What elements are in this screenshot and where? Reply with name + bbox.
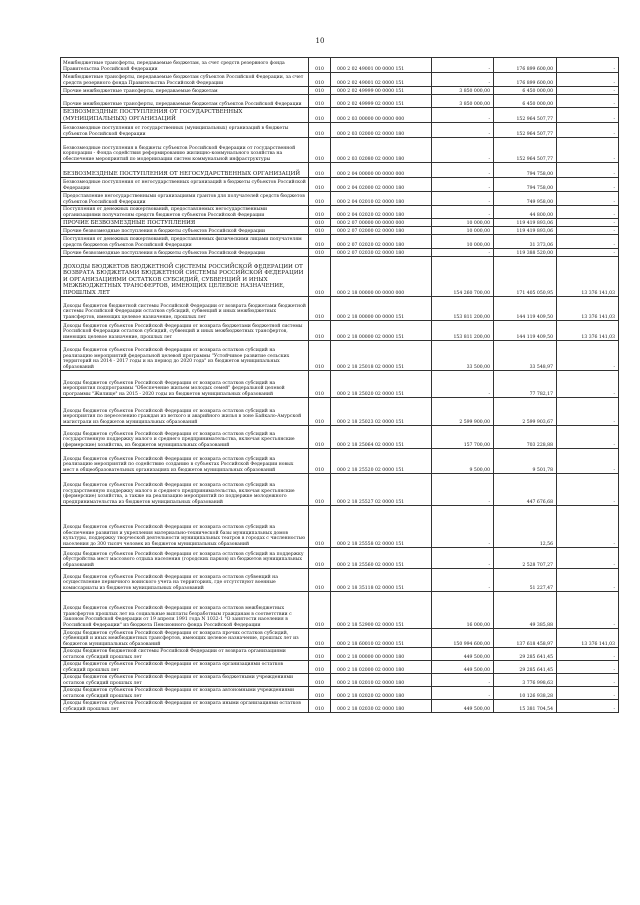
- row-name-cell: Прочие межбюджетные трансферты, передаваемые бюджетам: [61, 87, 309, 95]
- row-kbk-cell: 000 2 18 25560 02 0000 151: [331, 548, 432, 569]
- row-executed-cell: 29 285 641,45: [494, 648, 557, 661]
- row-kbk-cell: 000 2 18 02020 02 0000 180: [331, 687, 432, 700]
- row-code-cell: 010: [309, 235, 331, 249]
- row-name-cell: Поступления от денежных пожертвований, предоставляемых негосударственными организациями получателям средств бюджетов субъектов Российской Федерации: [61, 206, 309, 219]
- row-unexecuted-cell: -: [557, 398, 619, 426]
- row-approved-cell: 3 850 000,00: [432, 87, 494, 95]
- row-kbk-cell: 000 2 07 02020 02 0000 180: [331, 235, 432, 249]
- row-code-cell: 010: [309, 87, 331, 95]
- row-approved-cell: 449 500,00: [432, 700, 494, 713]
- row-executed-cell: 29 285 641,45: [494, 661, 557, 674]
- row-code-cell: 010: [309, 648, 331, 661]
- table-row: [61, 700, 619, 713]
- table-row: [61, 95, 619, 108]
- row-code-cell: 010: [309, 506, 331, 548]
- row-unexecuted-cell: -: [557, 123, 619, 138]
- row-code-cell: 010: [309, 674, 331, 687]
- row-executed-cell: 119 388 520,00: [494, 249, 557, 257]
- row-code-cell: 010: [309, 700, 331, 713]
- row-approved-cell: -: [432, 569, 494, 592]
- row-kbk-cell: 000 2 18 02030 02 0000 180: [331, 700, 432, 713]
- row-approved-cell: 153 811 200,00: [432, 321, 494, 341]
- row-unexecuted-cell: -: [557, 569, 619, 592]
- row-name-cell: ПРОЧИЕ БЕЗВОЗМЕЗДНЫЕ ПОСТУПЛЕНИЯ: [61, 219, 309, 227]
- row-executed-cell: 51 227,47: [494, 569, 557, 592]
- row-kbk-cell: 000 2 02 49001 02 0000 151: [331, 73, 432, 87]
- row-approved-cell: -: [432, 73, 494, 87]
- table-row: [61, 227, 619, 235]
- row-code-cell: 010: [309, 548, 331, 569]
- row-executed-cell: 33 548,97: [494, 341, 557, 371]
- row-executed-cell: 2 528 707,27: [494, 548, 557, 569]
- row-code-cell: 010: [309, 123, 331, 138]
- row-executed-cell: 6 450 000,00: [494, 87, 557, 95]
- row-kbk-cell: 000 2 07 02030 02 0000 180: [331, 249, 432, 257]
- row-kbk-cell: 000 2 18 60010 02 0000 151: [331, 629, 432, 648]
- row-unexecuted-cell: -: [557, 700, 619, 713]
- row-name-cell: Безвозмездные поступления в бюджеты субъектов Российской Федерации от государственной корпорации - Фонда содействия реформированию жилищно-коммунального хозяйства на обеспечение мероприятий по модернизации систем коммунальной инфраструктуры: [61, 138, 309, 163]
- row-code-cell: 010: [309, 227, 331, 235]
- row-name-cell: Доходы бюджетов субъектов Российской Федерации от возврата остатков субсидий на государственную поддержку малого и среднего предпринимательства, включая крестьянские (фермерские) хозяйства, а также на реализацию мероприятий по поддержке молодежного предпринимательства из бюджетов муниципальных образований: [61, 474, 309, 506]
- table-row: [61, 206, 619, 219]
- row-code-cell: 010: [309, 569, 331, 592]
- row-approved-cell: 10 000,00: [432, 219, 494, 227]
- row-name-cell: Доходы бюджетов субъектов Российской Федерации от возврата иными организациями остатков субсидий прошлых лет: [61, 700, 309, 713]
- row-executed-cell: 152 964 507,77: [494, 138, 557, 163]
- row-kbk-cell: 000 2 03 00000 00 0000 000: [331, 108, 432, 123]
- table-row: [61, 674, 619, 687]
- row-executed-cell: 49 385,88: [494, 592, 557, 629]
- row-name-cell: Доходы бюджетов субъектов Российской Федерации от возврата бюджетными учреждениями остатков субсидий прошлых лет: [61, 674, 309, 687]
- row-kbk-cell: 000 2 18 25520 02 0000 151: [331, 449, 432, 474]
- row-unexecuted-cell: 13 376 141,03: [557, 321, 619, 341]
- row-code-cell: 010: [309, 371, 331, 398]
- row-approved-cell: 157 700,00: [432, 426, 494, 449]
- row-approved-cell: -: [432, 474, 494, 506]
- row-kbk-cell: 000 2 18 02010 02 0000 180: [331, 674, 432, 687]
- row-name-cell: Доходы бюджетов субъектов Российской Федерации от возврата остатков субсидий на мероприятия подпрограммы "Обеспечение жильем молодых семей" федеральной целевой программы "Жилище" на 2015 - 2020 годы из бюджетов муниципальных образований: [61, 371, 309, 398]
- row-name-cell: Межбюджетные трансферты, передаваемые бюджетам, за счет средств резервного фонда Правительства Российской Федерации: [61, 58, 309, 73]
- row-code-cell: 010: [309, 661, 331, 674]
- row-unexecuted-cell: -: [557, 661, 619, 674]
- row-unexecuted-cell: -: [557, 178, 619, 192]
- row-approved-cell: -: [432, 58, 494, 73]
- row-approved-cell: 449 500,00: [432, 661, 494, 674]
- row-executed-cell: 6 450 000,00: [494, 95, 557, 108]
- row-name-cell: Предоставление негосударственными организациями грантов для получателей средств бюджетов субъектов Российской Федерации: [61, 192, 309, 206]
- row-approved-cell: 150 994 600,00: [432, 629, 494, 648]
- row-approved-cell: -: [432, 371, 494, 398]
- table-row: [61, 548, 619, 569]
- row-name-cell: Доходы бюджетов субъектов Российской Федерации от возврата автономными учреждениями остатков субсидий прошлых лет: [61, 687, 309, 700]
- row-code-cell: 010: [309, 341, 331, 371]
- row-executed-cell: 15 381 704,54: [494, 700, 557, 713]
- row-kbk-cell: 000 2 18 00000 00 0000 151: [331, 297, 432, 321]
- row-approved-cell: 9 500,00: [432, 449, 494, 474]
- row-executed-cell: 152 964 507,77: [494, 108, 557, 123]
- row-approved-cell: 10 000,00: [432, 235, 494, 249]
- row-approved-cell: -: [432, 178, 494, 192]
- row-executed-cell: 77 782,17: [494, 371, 557, 398]
- row-kbk-cell: 000 2 07 00000 00 0000 000: [331, 219, 432, 227]
- row-unexecuted-cell: -: [557, 138, 619, 163]
- row-unexecuted-cell: -: [557, 449, 619, 474]
- table-row: [61, 474, 619, 506]
- row-approved-cell: -: [432, 249, 494, 257]
- table-row: [61, 321, 619, 341]
- row-approved-cell: -: [432, 138, 494, 163]
- row-code-cell: 010: [309, 108, 331, 123]
- row-approved-cell: 10 000,00: [432, 227, 494, 235]
- row-code-cell: 010: [309, 257, 331, 297]
- row-approved-cell: -: [432, 206, 494, 219]
- row-code-cell: 010: [309, 449, 331, 474]
- table-row: [61, 87, 619, 95]
- row-name-cell: ДОХОДЫ БЮДЖЕТОВ БЮДЖЕТНОЙ СИСТЕМЫ РОССИЙСКОЙ ФЕДЕРАЦИИ ОТ ВОЗВРАТА БЮДЖЕТАМИ БЮДЖЕТНОЙ СИСТЕМЫ РОССИЙСКОЙ ФЕДЕРАЦИИ И ОРГАНИЗАЦИЯМИ ОСТАТКОВ СУБСИДИЙ, СУБВЕНЦИЙ И ИНЫХ МЕЖБЮДЖЕТНЫХ ТРАНСФЕРТОВ, ИМЕЮЩИХ ЦЕЛЕВОЕ НАЗНАЧЕНИЕ, ПРОШЛЫХ ЛЕТ: [61, 257, 309, 297]
- row-name-cell: Доходы бюджетов бюджетной системы Российской Федерации от возврата бюджетами бюджетной системы Российской Федерации остатков субсидий, субвенций и иных межбюджетных трансфертов, имеющих целевое назначение, прошлых лет: [61, 297, 309, 321]
- table-row: [61, 629, 619, 648]
- row-unexecuted-cell: -: [557, 674, 619, 687]
- row-unexecuted-cell: 13 376 141,03: [557, 257, 619, 297]
- row-kbk-cell: 000 2 03 02000 02 0000 180: [331, 123, 432, 138]
- row-unexecuted-cell: -: [557, 108, 619, 123]
- row-kbk-cell: 000 2 07 02000 02 0000 180: [331, 227, 432, 235]
- revenue-table-body: [61, 58, 619, 713]
- row-unexecuted-cell: -: [557, 592, 619, 629]
- row-code-cell: 010: [309, 138, 331, 163]
- row-executed-cell: 119 419 893,06: [494, 219, 557, 227]
- row-kbk-cell: 000 2 02 49999 00 0000 151: [331, 87, 432, 95]
- row-unexecuted-cell: -: [557, 506, 619, 548]
- row-code-cell: 010: [309, 192, 331, 206]
- row-name-cell: Доходы бюджетов субъектов Российской Федерации от возврата остатков субсидий на обеспечение развития и укрепления материально-технической базы муниципальных домов культуры, поддержку творческой деятельности муниципальных театров в городах с численностью населения до 300 тысяч человек из бюджетов муниципальных образований: [61, 506, 309, 548]
- row-unexecuted-cell: -: [557, 219, 619, 227]
- row-executed-cell: 44 800,00: [494, 206, 557, 219]
- row-approved-cell: 16 000,00: [432, 592, 494, 629]
- row-name-cell: Прочие безвозмездные поступления в бюджеты субъектов Российской Федерации: [61, 227, 309, 235]
- row-executed-cell: 703 228,88: [494, 426, 557, 449]
- row-code-cell: 010: [309, 95, 331, 108]
- row-kbk-cell: 000 2 18 00000 00 0000 000: [331, 257, 432, 297]
- row-executed-cell: 2 599 903,67: [494, 398, 557, 426]
- row-code-cell: 010: [309, 73, 331, 87]
- table-row: [61, 648, 619, 661]
- row-name-cell: Доходы бюджетов субъектов Российской Федерации от возврата остатков субсидий на реализацию мероприятий по содействию созданию в субъектах Российской Федерации новых мест в общеобразовательных организациях из бюджетов муниципальных образований: [61, 449, 309, 474]
- table-row: [61, 506, 619, 548]
- row-unexecuted-cell: -: [557, 95, 619, 108]
- row-unexecuted-cell: 13 376 141,03: [557, 297, 619, 321]
- row-name-cell: Прочие межбюджетные трансферты, передаваемые бюджетам субъектов Российской Федерации: [61, 95, 309, 108]
- row-unexecuted-cell: -: [557, 206, 619, 219]
- row-approved-cell: 449 500,00: [432, 648, 494, 661]
- table-row: [61, 138, 619, 163]
- row-unexecuted-cell: -: [557, 249, 619, 257]
- row-unexecuted-cell: -: [557, 426, 619, 449]
- row-name-cell: Доходы бюджетов субъектов Российской Федерации от возврата остатков субсидий на поддержку обустройства мест массового отдыха населения (городских парков) из бюджетов муниципальных образований: [61, 548, 309, 569]
- row-kbk-cell: 000 2 02 49999 02 0000 151: [331, 95, 432, 108]
- row-executed-cell: 144 119 409,50: [494, 321, 557, 341]
- row-unexecuted-cell: -: [557, 474, 619, 506]
- row-executed-cell: 137 618 458,97: [494, 629, 557, 648]
- row-code-cell: 010: [309, 474, 331, 506]
- table-row: [61, 163, 619, 178]
- row-kbk-cell: 000 2 18 25558 02 0000 151: [331, 506, 432, 548]
- table-row: [61, 426, 619, 449]
- row-executed-cell: 171 405 050,95: [494, 257, 557, 297]
- table-row: [61, 249, 619, 257]
- row-approved-cell: -: [432, 687, 494, 700]
- row-name-cell: Межбюджетные трансферты, передаваемые бюджетам субъектов Российской Федерации, за счет средств резервного фонда Правительства Российской Федерации: [61, 73, 309, 87]
- row-approved-cell: 3 850 000,00: [432, 95, 494, 108]
- table-row: [61, 219, 619, 227]
- table-row: [61, 341, 619, 371]
- revenue-table: [60, 57, 619, 713]
- row-kbk-cell: 000 2 18 25527 02 0000 151: [331, 474, 432, 506]
- row-executed-cell: 12,56: [494, 506, 557, 548]
- row-kbk-cell: 000 2 04 02010 02 0000 180: [331, 192, 432, 206]
- row-unexecuted-cell: -: [557, 73, 619, 87]
- row-code-cell: 010: [309, 219, 331, 227]
- row-name-cell: Доходы бюджетов субъектов Российской Федерации от возврата остатков субвенций на осуществление первичного воинского учета на территориях, где отсутствуют военные комиссариаты из бюджетов муниципальных образований: [61, 569, 309, 592]
- row-code-cell: 010: [309, 592, 331, 629]
- row-kbk-cell: 000 2 18 35118 02 0000 151: [331, 569, 432, 592]
- row-kbk-cell: 000 2 18 00000 02 0000 151: [331, 321, 432, 341]
- row-executed-cell: 144 119 409,50: [494, 297, 557, 321]
- row-executed-cell: 176 899 600,00: [494, 58, 557, 73]
- page-number: 10: [315, 37, 325, 45]
- table-row: [61, 592, 619, 629]
- row-approved-cell: -: [432, 192, 494, 206]
- row-executed-cell: 3 776 998,63: [494, 674, 557, 687]
- row-unexecuted-cell: -: [557, 648, 619, 661]
- row-executed-cell: 447 676,68: [494, 474, 557, 506]
- row-name-cell: Безвозмездные поступления от государственных (муниципальных) организаций в бюджеты субъектов Российской Федерации: [61, 123, 309, 138]
- row-code-cell: 010: [309, 297, 331, 321]
- table-row: [61, 449, 619, 474]
- row-unexecuted-cell: -: [557, 687, 619, 700]
- table-row: [61, 371, 619, 398]
- row-kbk-cell: 000 2 03 02080 02 0000 180: [331, 138, 432, 163]
- row-executed-cell: 9 501,78: [494, 449, 557, 474]
- row-code-cell: 010: [309, 426, 331, 449]
- table-row: [61, 297, 619, 321]
- row-kbk-cell: 000 2 18 25064 02 0000 151: [331, 426, 432, 449]
- table-row: [61, 661, 619, 674]
- row-name-cell: Доходы бюджетов субъектов Российской Федерации от возврата остатков межбюджетных трансфертов прошлых лет на социальные выплаты безработным гражданам в соответствии с Законом Российской Федерации от 19 апреля 1991 года N 1032-1 "О занятости населения в Российской Федерации" из бюджета Пенсионного фонда Российской Федерации: [61, 592, 309, 629]
- table-row: [61, 569, 619, 592]
- row-unexecuted-cell: -: [557, 163, 619, 178]
- row-executed-cell: 152 964 507,77: [494, 123, 557, 138]
- row-kbk-cell: 000 2 04 02000 02 0000 180: [331, 178, 432, 192]
- row-name-cell: Доходы бюджетов субъектов Российской Федерации от возврата бюджетами бюджетной системы Российской Федерации остатков субсидий, субвенций и иных межбюджетных трансфертов, имеющих целевое назначение, прошлых лет: [61, 321, 309, 341]
- row-unexecuted-cell: -: [557, 87, 619, 95]
- row-approved-cell: -: [432, 123, 494, 138]
- row-executed-cell: 176 899 600,00: [494, 73, 557, 87]
- table-row: [61, 398, 619, 426]
- row-unexecuted-cell: -: [557, 235, 619, 249]
- row-unexecuted-cell: -: [557, 371, 619, 398]
- row-approved-cell: 33 500,00: [432, 341, 494, 371]
- row-code-cell: 010: [309, 178, 331, 192]
- row-executed-cell: 10 126 938,28: [494, 687, 557, 700]
- table-row: [61, 178, 619, 192]
- row-name-cell: Доходы бюджетов субъектов Российской Федерации от возврата остатков субсидий на мероприятия по переселению граждан из ветхого и аварийного жилья в зоне Байкало-Амурской магистрали из бюджетов муниципальных образований: [61, 398, 309, 426]
- row-approved-cell: -: [432, 108, 494, 123]
- row-kbk-cell: 000 2 04 00000 00 0000 000: [331, 163, 432, 178]
- table-row: [61, 123, 619, 138]
- row-kbk-cell: 000 2 18 25023 02 0000 151: [331, 398, 432, 426]
- row-executed-cell: 794 758,00: [494, 163, 557, 178]
- row-unexecuted-cell: -: [557, 227, 619, 235]
- row-kbk-cell: 000 2 18 02000 02 0000 180: [331, 661, 432, 674]
- table-row: [61, 73, 619, 87]
- row-executed-cell: 749 958,00: [494, 192, 557, 206]
- row-unexecuted-cell: -: [557, 341, 619, 371]
- table-row: [61, 257, 619, 297]
- row-code-cell: 010: [309, 163, 331, 178]
- table-row: [61, 58, 619, 73]
- row-unexecuted-cell: -: [557, 548, 619, 569]
- row-approved-cell: -: [432, 548, 494, 569]
- row-unexecuted-cell: 13 376 141,03: [557, 629, 619, 648]
- row-name-cell: Доходы бюджетов субъектов Российской Федерации от возврата остатков субсидий на государственную поддержку малого и среднего предпринимательства, включая крестьянские (фермерские) хозяйства, из бюджетов муниципальных образований: [61, 426, 309, 449]
- row-approved-cell: 2 599 900,00: [432, 398, 494, 426]
- row-kbk-cell: 000 2 18 25018 02 0000 151: [331, 341, 432, 371]
- row-approved-cell: -: [432, 163, 494, 178]
- row-unexecuted-cell: -: [557, 58, 619, 73]
- row-name-cell: Доходы бюджетов субъектов Российской Федерации от возврата прочих остатков субсидий, субвенций и иных межбюджетных трансфертов, имеющих целевое назначение, прошлых лет из бюджетов муниципальных образований: [61, 629, 309, 648]
- row-executed-cell: 31 373,06: [494, 235, 557, 249]
- row-executed-cell: 794 758,00: [494, 178, 557, 192]
- row-kbk-cell: 000 2 18 52900 02 0000 151: [331, 592, 432, 629]
- row-executed-cell: 119 419 893,06: [494, 227, 557, 235]
- row-kbk-cell: 000 2 18 25020 02 0000 151: [331, 371, 432, 398]
- row-approved-cell: 153 811 200,00: [432, 297, 494, 321]
- row-kbk-cell: 000 2 02 49001 00 0000 151: [331, 58, 432, 73]
- row-name-cell: Прочие безвозмездные поступления в бюджеты субъектов Российской Федерации: [61, 249, 309, 257]
- row-name-cell: Поступления от денежных пожертвований, предоставляемых физическими лицами получателям средств бюджетов субъектов Российской Федерации: [61, 235, 309, 249]
- row-kbk-cell: 000 2 04 02020 02 0000 180: [331, 206, 432, 219]
- row-code-cell: 010: [309, 321, 331, 341]
- row-name-cell: БЕЗВОЗМЕЗДНЫЕ ПОСТУПЛЕНИЯ ОТ НЕГОСУДАРСТВЕННЫХ ОРГАНИЗАЦИЙ: [61, 163, 309, 178]
- row-name-cell: Доходы бюджетов бюджетной системы Российской Федерации от возврата организациями остатков субсидий прошлых лет: [61, 648, 309, 661]
- row-name-cell: БЕЗВОЗМЕЗДНЫЕ ПОСТУПЛЕНИЯ ОТ ГОСУДАРСТВЕННЫХ (МУНИЦИПАЛЬНЫХ) ОРГАНИЗАЦИЙ: [61, 108, 309, 123]
- row-name-cell: Доходы бюджетов субъектов Российской Федерации от возврата организациями остатков субсидий прошлых лет: [61, 661, 309, 674]
- row-unexecuted-cell: -: [557, 192, 619, 206]
- table-row: [61, 235, 619, 249]
- row-code-cell: 010: [309, 398, 331, 426]
- row-name-cell: Доходы бюджетов субъектов Российской Федерации от возврата остатков субсидий на реализацию мероприятий федеральной целевой программы "Устойчивое развитие сельских территорий на 2014 - 2017 годы и на период до 2020 года" из бюджетов муниципальных образований: [61, 341, 309, 371]
- row-approved-cell: -: [432, 674, 494, 687]
- row-code-cell: 010: [309, 629, 331, 648]
- row-kbk-cell: 000 2 18 00000 00 0000 180: [331, 648, 432, 661]
- table-row: [61, 687, 619, 700]
- row-approved-cell: 154 260 700,00: [432, 257, 494, 297]
- row-name-cell: Безвозмездные поступления от негосударственных организаций в бюджеты субъектов Российской Федерации: [61, 178, 309, 192]
- row-code-cell: 010: [309, 206, 331, 219]
- row-code-cell: 010: [309, 687, 331, 700]
- table-row: [61, 192, 619, 206]
- row-code-cell: 010: [309, 249, 331, 257]
- row-code-cell: 010: [309, 58, 331, 73]
- table-row: [61, 108, 619, 123]
- row-approved-cell: -: [432, 506, 494, 548]
